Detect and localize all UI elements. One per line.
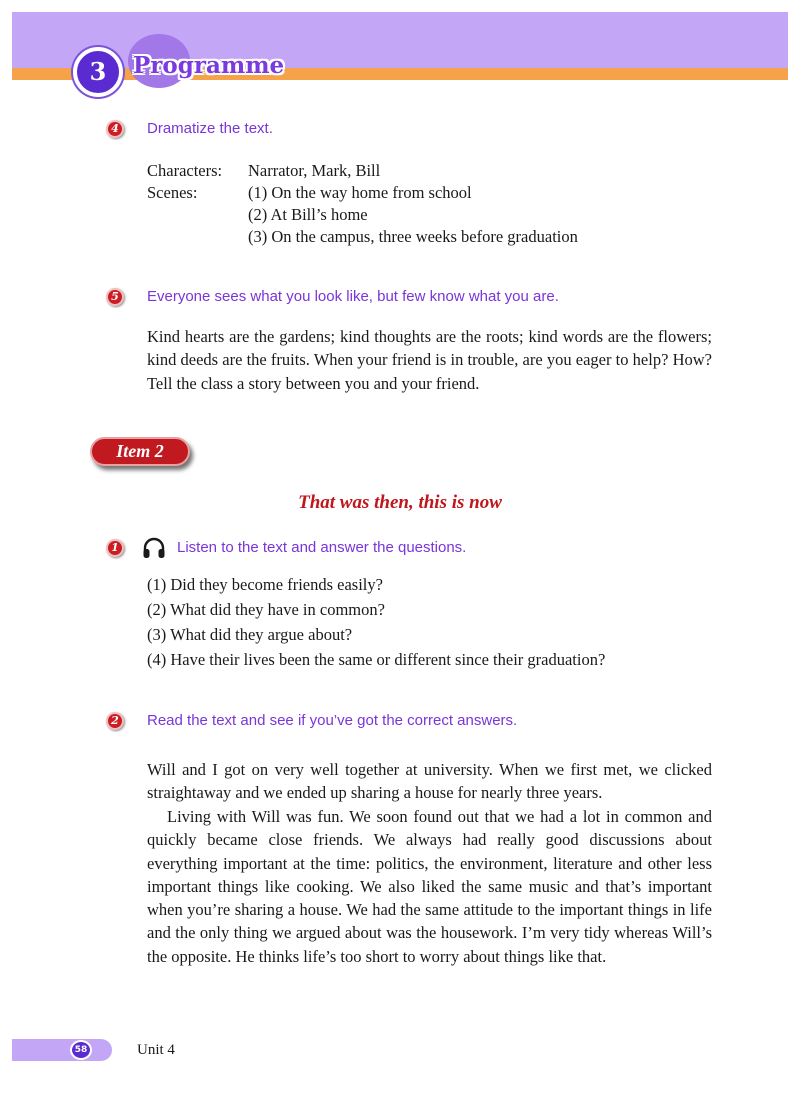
task-5-number: 5 bbox=[106, 288, 124, 306]
task-1-number: 1 bbox=[106, 539, 124, 557]
question-item: (2) What did they have in common? bbox=[147, 600, 385, 619]
task-5-paragraph: Kind hearts are the gardens; kind thoughts are the roots; kind words are the flowers; kind deeds are the fruits. When your friend is in trouble, are you eager to help? How? Tell the class a story between you and your friend. bbox=[147, 327, 712, 393]
question-item: (1) Did they become friends easily? bbox=[147, 575, 383, 594]
header-stripe bbox=[12, 68, 788, 80]
reading-paragraph-1: Will and I got on very well together at university. When we first met, we clicked straightaway and we ended up sharing a house for nearly three years. bbox=[147, 760, 712, 803]
reading-title: That was then, this is now bbox=[298, 492, 502, 513]
task-4-instruction: Dramatize the text. bbox=[147, 120, 273, 137]
task-5-instruction: Everyone sees what you look like, but few know what you are. bbox=[147, 288, 559, 305]
task-4-number: 4 bbox=[106, 120, 124, 138]
footer-unit-label: Unit 4 bbox=[137, 1042, 175, 1058]
characters-value: Narrator, Mark, Bill bbox=[248, 161, 381, 180]
task-1-instruction: Listen to the text and answer the questions. bbox=[177, 539, 467, 556]
section-title: Programme bbox=[133, 52, 285, 79]
question-item: (4) Have their lives been the same or different since their graduation? bbox=[147, 650, 606, 669]
footer-bar bbox=[12, 1039, 112, 1061]
unit-section-number: 3 bbox=[73, 47, 123, 97]
task-2-number: 2 bbox=[106, 712, 124, 730]
headphones-icon bbox=[142, 537, 166, 559]
reading-paragraph-2: Living with Will was fun. We soon found out that we had a lot in common and quickly became close friends. We always had really good discussions about everything important at the time: politics, the environment, literature and other less important things like cooking. We also liked the same music and that’s important when you’re sharing a house. We had the same attitude to the important things in life and the only thing we argued about was the housework. I’m very tidy whereas Will’s the opposite. He thinks life’s too short to worry about things like that. bbox=[147, 807, 712, 966]
scene-item: (3) On the campus, three weeks before graduation bbox=[248, 227, 578, 246]
scenes-label: Scenes: bbox=[147, 183, 198, 202]
scene-item: (1) On the way home from school bbox=[248, 183, 472, 202]
scene-item: (2) At Bill’s home bbox=[248, 205, 368, 224]
characters-label: Characters: bbox=[147, 161, 223, 180]
item-label: Item 2 bbox=[90, 437, 190, 466]
question-item: (3) What did they argue about? bbox=[147, 625, 353, 644]
task-2-instruction: Read the text and see if you’ve got the correct answers. bbox=[147, 712, 518, 729]
page-number: 58 bbox=[70, 1040, 92, 1060]
